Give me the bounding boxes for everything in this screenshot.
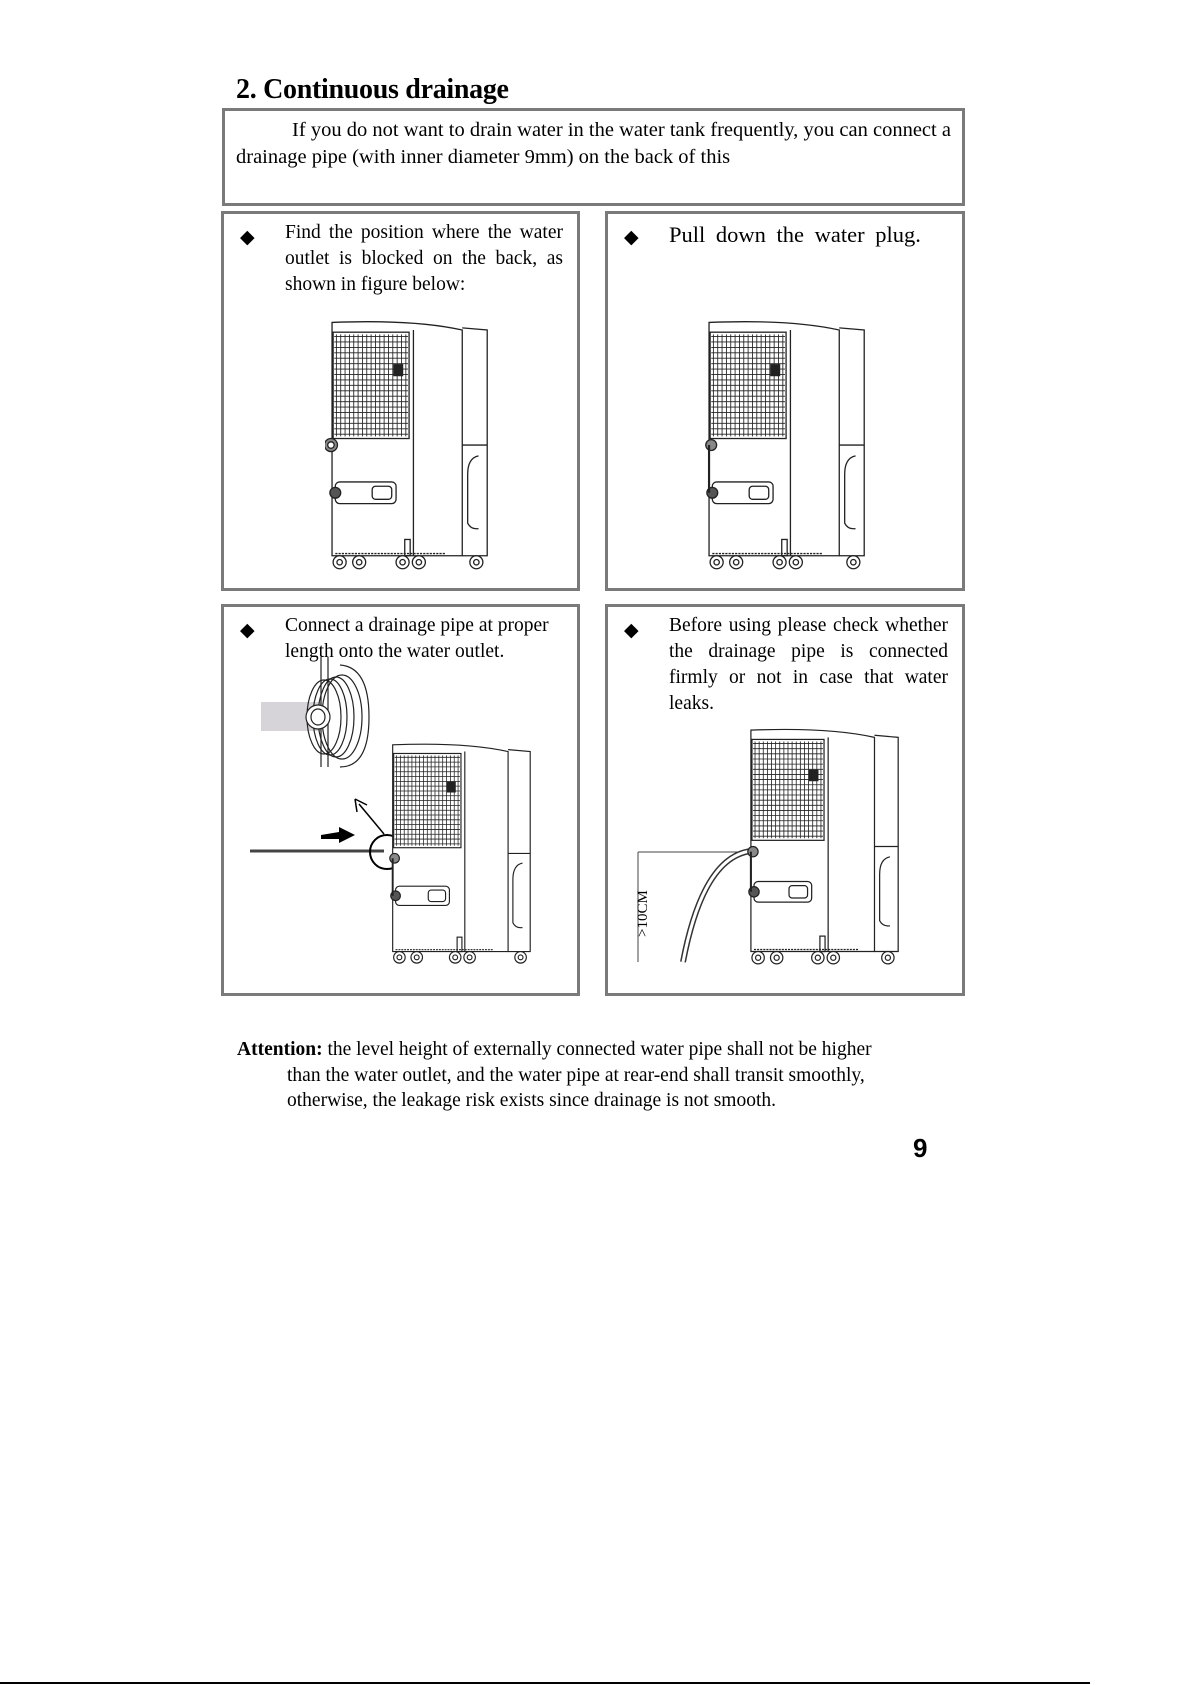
height-label: >10CM (635, 890, 651, 937)
page-number: 9 (913, 1133, 928, 1163)
dehumidifier-plug-removed-icon (702, 317, 868, 572)
step-panel-find-outlet (221, 211, 580, 591)
bullet-diamond-icon: ◆ (240, 620, 255, 641)
step-text: Connect a drainage pipe at proper length onto the water outlet. (285, 615, 549, 662)
drain-pipe-hanging (683, 851, 751, 962)
outlet-closeup-icon (261, 657, 369, 767)
attention-line-1: the level height of externally connected water pipe shall not be higher (322, 1039, 872, 1060)
dehumidifier-back-icon (325, 317, 491, 572)
step-panel-pull-plug (605, 211, 965, 591)
intro-box (222, 108, 965, 206)
dehumidifier-pipe-check-icon (743, 725, 903, 967)
bullet-diamond-icon: ◆ (240, 227, 255, 248)
bullet-diamond-icon: ◆ (624, 620, 639, 641)
push-arrow-icon (321, 827, 355, 843)
intro-text: If you do not want to drain water in the water tank frequently, you can connect a drainage pipe (with inner diameter 9mm) on the back of this (236, 119, 951, 168)
arrow-line (359, 804, 384, 834)
bullet-diamond-icon: ◆ (624, 227, 639, 248)
step-text: Before using please check whether the drainage pipe is connected firmly or not in case that water leaks. (669, 615, 948, 714)
page-bottom-rule (0, 1682, 1090, 1684)
dehumidifier-pipe-connect-icon (384, 740, 536, 966)
step-panel-check-pipe (605, 604, 965, 996)
attention-line-2: than the water outlet, and the water pipe at rear-end shall transit smoothly, (287, 1064, 865, 1086)
section-title: 2. Continuous drainage (236, 74, 509, 105)
attention-label: Attention: (237, 1039, 323, 1060)
step-text: Find the position where the water outlet is blocked on the back, as shown in figure below: (285, 222, 563, 295)
attention-line-3: otherwise, the leakage risk exists since drainage is not smooth. (287, 1090, 777, 1111)
step-text: Pull down the water plug. (669, 222, 921, 247)
step-panel-connect-pipe (221, 604, 580, 996)
attention-note (237, 1037, 940, 1114)
